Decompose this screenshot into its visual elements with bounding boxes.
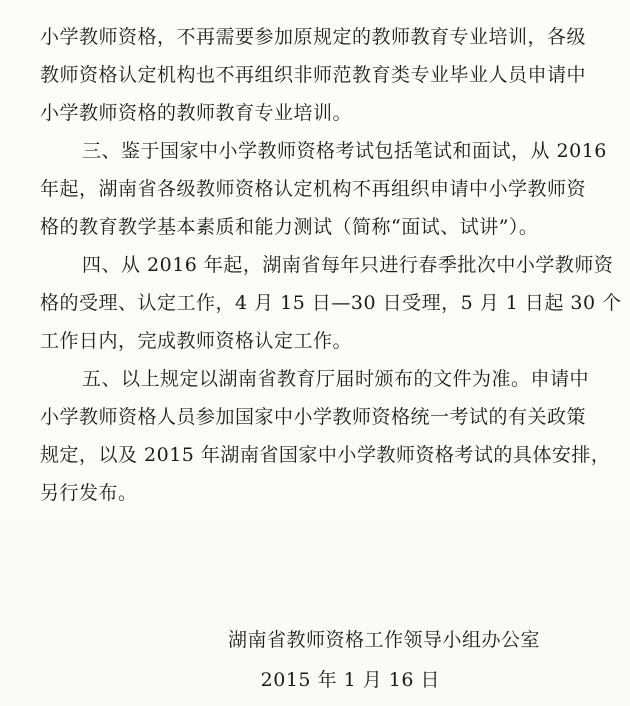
text-line: 工作日内，完成教师资格认定工作。 [40, 330, 353, 352]
signature-date: 2015 年 1 月 16 日 [260, 669, 440, 691]
paragraph-5 [40, 360, 611, 512]
text-line: 教师资格认定机构也不再组织非师范教育类专业毕业人员申请中 [40, 64, 587, 86]
paragraph-2-continued [40, 18, 600, 132]
text-line: 格的教育教学基本素质和能力测试（简称“面试、试讲”）。 [40, 216, 539, 238]
text-line: 五、以上规定以湖南省教育厅届时颁布的文件为准。申请中 [82, 368, 590, 390]
text-line: 另行发布。 [40, 482, 138, 504]
paragraph-3 [40, 132, 607, 246]
text-line: 规定，以及 2015 年湖南省国家中小学教师资格考试的具体安排， [40, 444, 611, 466]
text-line: 小学教师资格人员参加国家中小学教师资格统一考试的有关政策 [40, 406, 587, 428]
document-body [40, 18, 622, 512]
text-line: 三、鉴于国家中小学教师资格考试包括笔试和面试，从 2016 [82, 140, 607, 162]
text-line: 年起，湖南省各级教师资格认定机构不再组织申请中小学教师资 [40, 178, 587, 200]
signature-organization: 湖南省教师资格工作领导小组办公室 [227, 629, 540, 651]
text-line: 小学教师资格的教师教育专业培训。 [40, 102, 353, 124]
text-line: 四、从 2016 年起，湖南省每年只进行春季批次中小学教师资 [82, 254, 614, 276]
text-line: 小学教师资格，不再需要参加原规定的教师教育专业培训，各级 [40, 26, 587, 48]
paragraph-4 [40, 246, 622, 360]
text-line: 格的受理、认定工作，4 月 15 日—30 日受理，5 月 1 日起 30 个 [40, 292, 622, 314]
